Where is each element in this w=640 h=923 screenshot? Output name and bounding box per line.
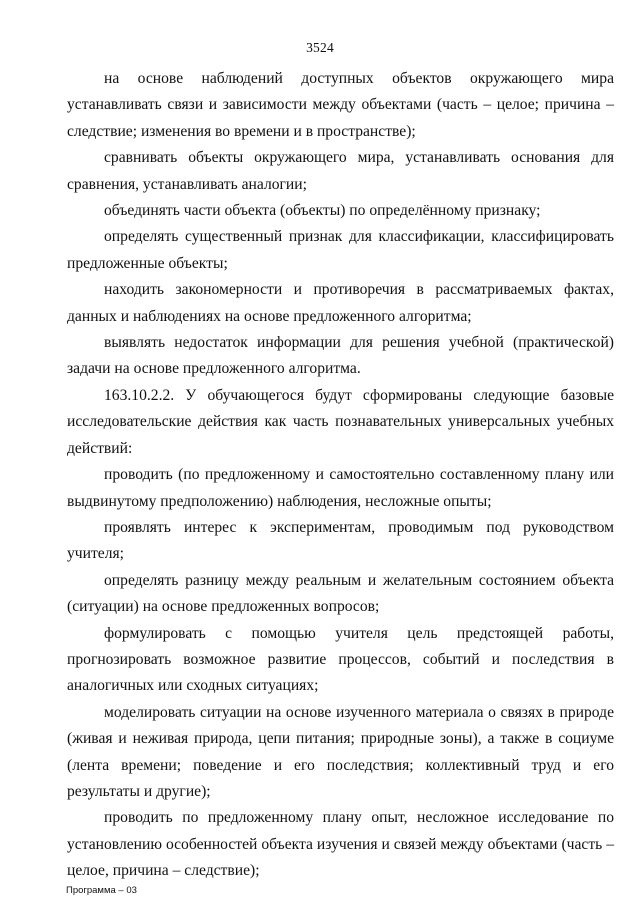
document-body: [67, 66, 614, 885]
paragraph: на основе наблюдений доступных объектов окружающего мира устанавливать связи и зависимости между объектами (часть – целое; причина – следствие; изменения во времени и в пространстве);: [67, 70, 614, 140]
paragraph: моделировать ситуации на основе изученного материала о связях в природе (живая и неживая природа, цепи питания; природные зоны), а также в социуме (лента времени; поведение и его последствия; коллективный труд и его результаты и другие);: [67, 703, 614, 800]
footer-label: Программа – 03: [66, 885, 137, 896]
paragraph: формулировать с помощью учителя цель предстоящей работы, прогнозировать возможное развитие процессов, событий и последствия в аналогичных или сходных ситуациях;: [67, 624, 614, 695]
paragraph: проводить по предложенному плану опыт, несложное исследование по установлению особенностей объекта изучения и связей между объектами (часть – целое, причина – следствие);: [67, 809, 614, 880]
section-paragraph: 163.10.2.2. У обучающегося будут сформированы следующие базовые исследовательские действия как часть познавательных универсальных учебных действий:: [67, 386, 614, 457]
paragraph: находить закономерности и противоречия в рассматриваемых фактах, данных и наблюдениях на основе предложенного алгоритма;: [67, 281, 614, 325]
page-number: 3524: [306, 40, 334, 55]
paragraph: выявлять недостаток информации для решения учебной (практической) задачи на основе предложенного алгоритма.: [67, 334, 614, 378]
paragraph: сравнивать объекты окружающего мира, устанавливать основания для сравнения, устанавливать аналогии;: [67, 149, 614, 193]
paragraph: проявлять интерес к экспериментам, проводимым под руководством учителя;: [67, 518, 614, 563]
paragraph: определять существенный признак для классификации, классифицировать предложенные объекты;: [67, 228, 614, 272]
paragraph: определять разницу между реальным и желательным состоянием объекта (ситуации) на основе предложенных вопросов;: [67, 571, 614, 616]
paragraph: проводить (по предложенному и самостоятельно составленному плану или выдвинутому предположению) наблюдения, несложные опыты;: [67, 466, 614, 510]
paragraph: объединять части объекта (объекты) по определённому признаку;: [104, 202, 541, 220]
